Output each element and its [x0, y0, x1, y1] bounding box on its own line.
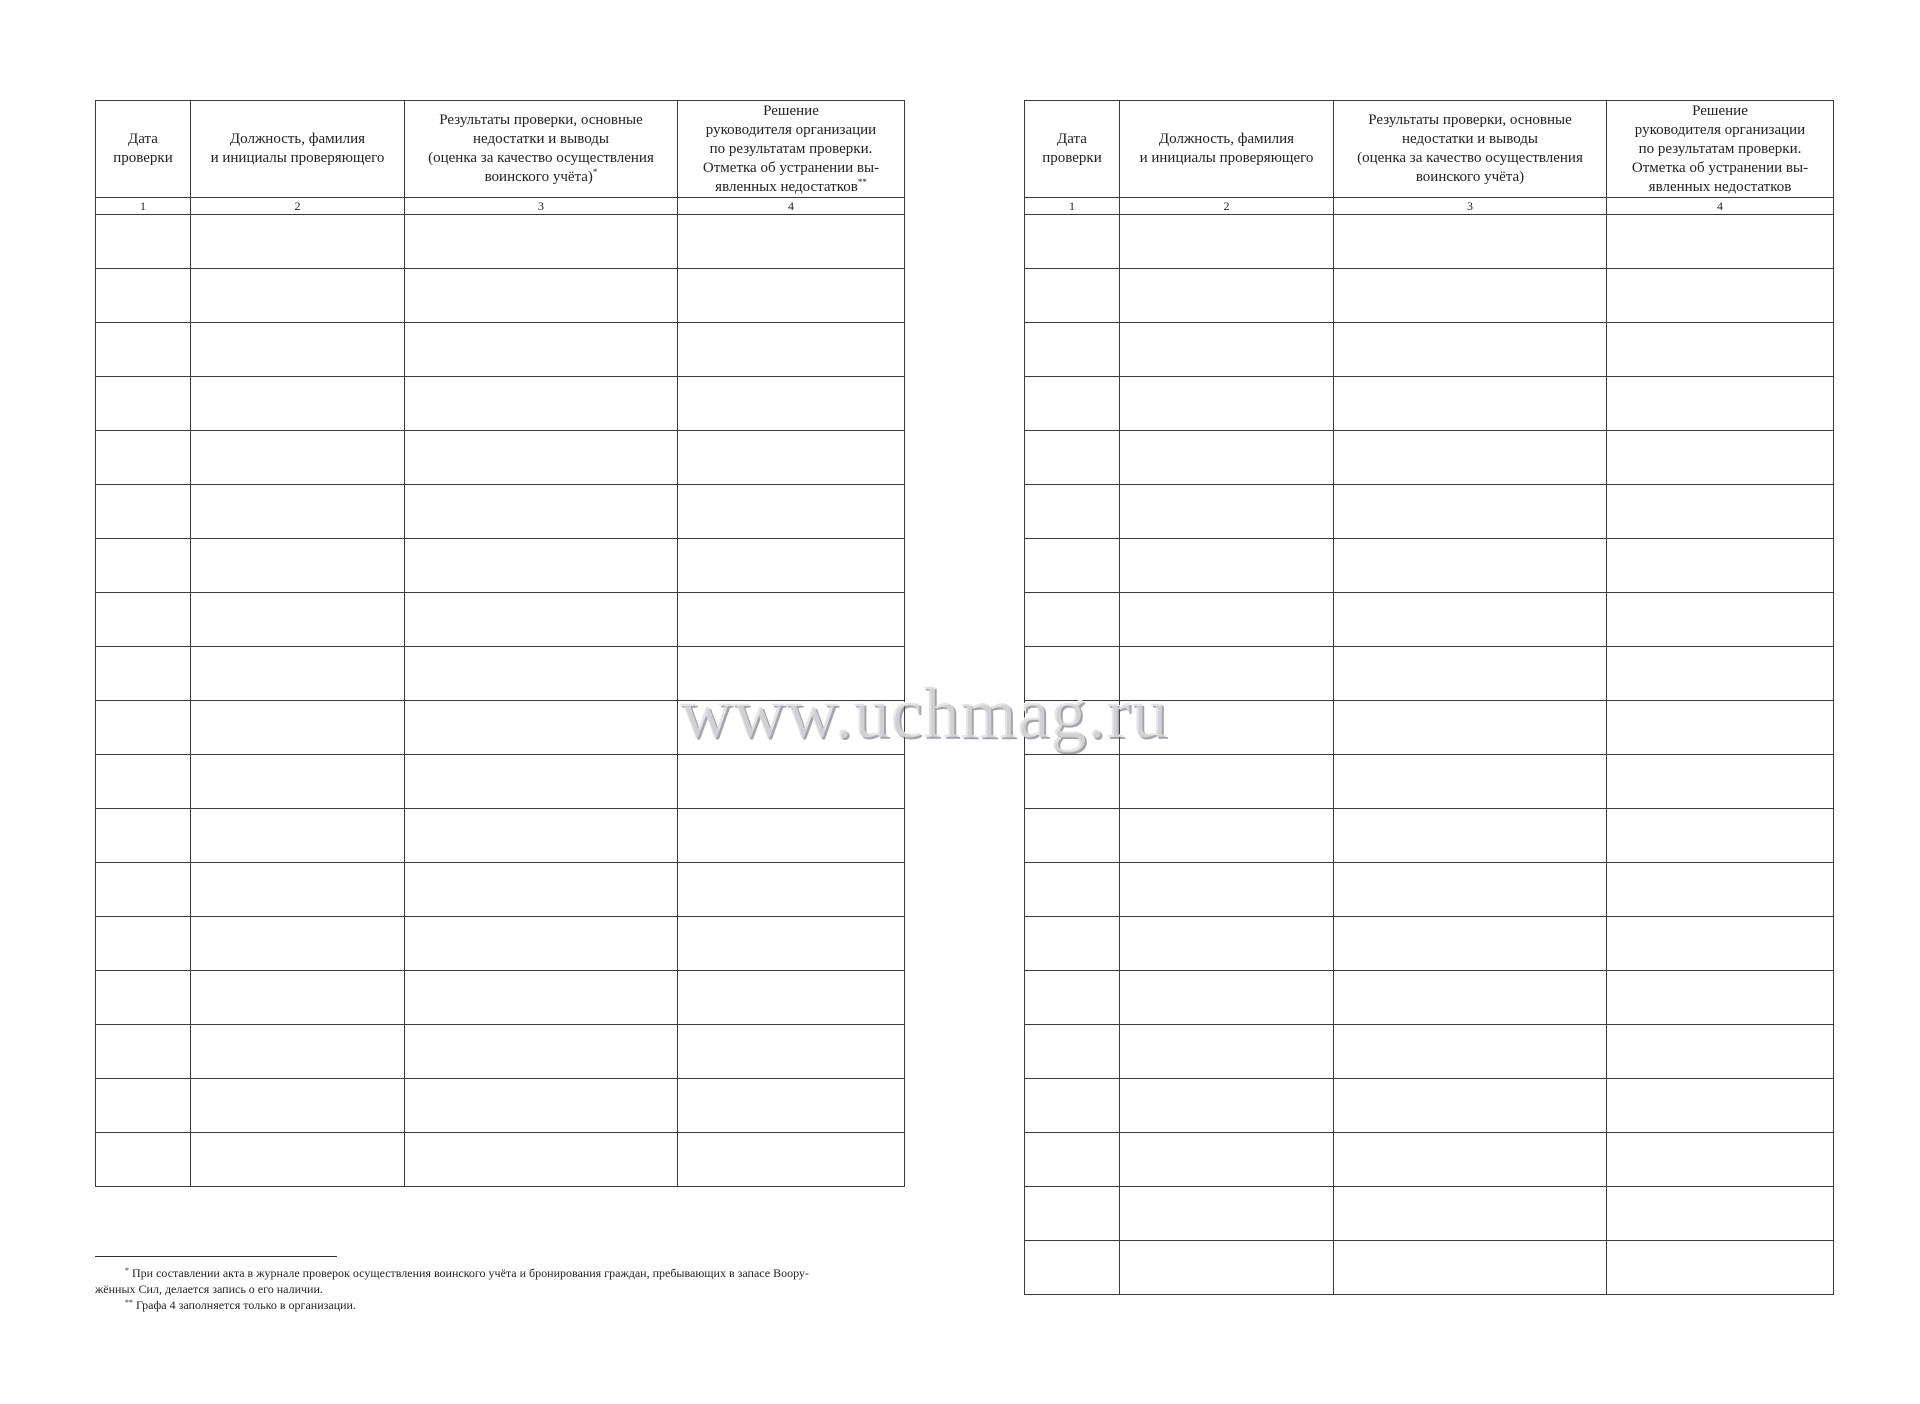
empty-cell[interactable]	[1334, 863, 1607, 917]
empty-cell[interactable]	[96, 269, 191, 323]
table-row	[96, 485, 905, 539]
empty-cell[interactable]	[191, 647, 405, 701]
empty-cell[interactable]	[1120, 1025, 1334, 1079]
empty-cell[interactable]	[191, 377, 405, 431]
inspection-journal-table-left	[95, 100, 905, 1187]
empty-cell[interactable]	[191, 809, 405, 863]
empty-cell[interactable]	[1334, 647, 1607, 701]
empty-cell[interactable]	[1607, 971, 1834, 1025]
empty-cell[interactable]	[1120, 323, 1334, 377]
empty-cell[interactable]	[678, 863, 905, 917]
table-row	[96, 863, 905, 917]
empty-cell[interactable]	[191, 485, 405, 539]
empty-cell[interactable]	[1607, 539, 1834, 593]
table-row	[96, 917, 905, 971]
empty-cell[interactable]	[191, 593, 405, 647]
table-row	[96, 269, 905, 323]
empty-cell[interactable]	[678, 1079, 905, 1133]
empty-cell[interactable]	[1607, 1241, 1834, 1295]
empty-cell[interactable]	[1334, 1079, 1607, 1133]
footnote-1: * При составлении акта в журнале проверок осуществления воинского учёта и бронирования граждан, пребывающих в запасе Воору-	[125, 1266, 809, 1280]
footnote-mark: *	[592, 167, 598, 177]
col-results-header: Результаты проверки, основные недостатки и выводы (оценка за качество осуществления воинского учёта)	[1334, 101, 1607, 198]
empty-cell[interactable]	[405, 701, 678, 755]
table-row	[1025, 1025, 1834, 1079]
empty-cell[interactable]	[1120, 971, 1334, 1025]
table-row	[1025, 1187, 1834, 1241]
empty-cell[interactable]	[96, 593, 191, 647]
empty-cell[interactable]	[96, 485, 191, 539]
footnote-mark: **	[857, 176, 867, 187]
empty-cell[interactable]	[1607, 647, 1834, 701]
empty-cell[interactable]	[1120, 377, 1334, 431]
table-row	[1025, 431, 1834, 485]
column-number: 2	[191, 198, 405, 215]
empty-cell[interactable]	[1334, 971, 1607, 1025]
empty-cell[interactable]	[1607, 1133, 1834, 1187]
empty-cell[interactable]	[1607, 809, 1834, 863]
empty-cell[interactable]	[96, 1133, 191, 1187]
empty-cell[interactable]	[96, 647, 191, 701]
footnote-divider	[95, 1256, 337, 1257]
table-row	[1025, 917, 1834, 971]
empty-cell[interactable]	[1025, 755, 1120, 809]
empty-cell[interactable]	[678, 971, 905, 1025]
empty-cell[interactable]	[1025, 377, 1120, 431]
left-page	[95, 100, 905, 1187]
empty-cell[interactable]	[678, 809, 905, 863]
empty-cell[interactable]	[678, 1133, 905, 1187]
empty-cell[interactable]	[405, 431, 678, 485]
table-row	[96, 431, 905, 485]
empty-cell[interactable]	[1334, 917, 1607, 971]
col-results-header: Результаты проверки, основные недостатки и выводы (оценка за качество осуществления воинского учёта)*	[405, 101, 678, 198]
table-row	[1025, 269, 1834, 323]
empty-cell[interactable]	[1120, 1241, 1334, 1295]
table-row	[1025, 593, 1834, 647]
empty-cell[interactable]	[191, 1079, 405, 1133]
empty-cell[interactable]	[1607, 1187, 1834, 1241]
empty-cell[interactable]	[96, 809, 191, 863]
table-row	[1025, 485, 1834, 539]
empty-cell[interactable]	[1607, 755, 1834, 809]
empty-cell[interactable]	[405, 1079, 678, 1133]
empty-cell[interactable]	[191, 215, 405, 269]
empty-cell[interactable]	[1607, 431, 1834, 485]
footnotes	[95, 1265, 907, 1313]
empty-cell[interactable]	[96, 1025, 191, 1079]
col-date-header: Дата проверки	[1025, 101, 1120, 198]
empty-cell[interactable]	[1334, 377, 1607, 431]
empty-cell[interactable]	[96, 323, 191, 377]
empty-cell[interactable]	[1334, 485, 1607, 539]
empty-cell[interactable]	[405, 755, 678, 809]
table-row	[1025, 701, 1834, 755]
empty-cell[interactable]	[1120, 863, 1334, 917]
table-row	[96, 215, 905, 269]
empty-cell[interactable]	[191, 701, 405, 755]
table-row	[1025, 1241, 1834, 1295]
table-row	[96, 971, 905, 1025]
empty-cell[interactable]	[1025, 1025, 1120, 1079]
empty-cell[interactable]	[1025, 701, 1120, 755]
empty-cell[interactable]	[191, 539, 405, 593]
watermark: www.uchmag.ru	[680, 673, 1169, 753]
empty-cell[interactable]	[405, 971, 678, 1025]
empty-cell[interactable]	[1120, 755, 1334, 809]
empty-cell[interactable]	[1607, 269, 1834, 323]
empty-cell[interactable]	[1025, 485, 1120, 539]
table-row	[96, 539, 905, 593]
table-row	[96, 701, 905, 755]
table-row	[1025, 971, 1834, 1025]
empty-cell[interactable]	[1120, 539, 1334, 593]
column-number: 1	[1025, 198, 1120, 215]
empty-cell[interactable]	[1025, 431, 1120, 485]
col-decision-header: Решение руководителя организации по результатам проверки. Отметка об устранении вы- явленных недостатков**	[678, 101, 905, 198]
empty-cell[interactable]	[405, 215, 678, 269]
empty-cell[interactable]	[1607, 1079, 1834, 1133]
empty-cell[interactable]	[96, 701, 191, 755]
empty-cell[interactable]	[1025, 593, 1120, 647]
right-page	[1024, 100, 1834, 1295]
table-row	[1025, 323, 1834, 377]
empty-cell[interactable]	[678, 539, 905, 593]
empty-cell[interactable]	[191, 269, 405, 323]
empty-cell[interactable]	[1607, 485, 1834, 539]
empty-cell[interactable]	[678, 701, 905, 755]
empty-cell[interactable]	[1334, 215, 1607, 269]
empty-cell[interactable]	[1120, 809, 1334, 863]
empty-cell[interactable]	[191, 971, 405, 1025]
col-date-header: Дата проверки	[96, 101, 191, 198]
table-row	[1025, 215, 1834, 269]
empty-cell[interactable]	[96, 971, 191, 1025]
empty-cell[interactable]	[1607, 701, 1834, 755]
table-row	[96, 1133, 905, 1187]
table-row	[96, 647, 905, 701]
table-row	[1025, 1133, 1834, 1187]
empty-cell[interactable]	[1607, 1025, 1834, 1079]
empty-cell[interactable]	[1607, 323, 1834, 377]
empty-cell[interactable]	[1120, 431, 1334, 485]
empty-cell[interactable]	[1607, 377, 1834, 431]
empty-cell[interactable]	[1607, 593, 1834, 647]
table-row	[96, 593, 905, 647]
empty-cell[interactable]	[1120, 269, 1334, 323]
empty-cell[interactable]	[1120, 215, 1334, 269]
table-row	[1025, 1079, 1834, 1133]
column-number: 1	[96, 198, 191, 215]
empty-cell[interactable]	[1025, 971, 1120, 1025]
empty-cell[interactable]	[1334, 431, 1607, 485]
empty-cell[interactable]	[678, 485, 905, 539]
empty-cell[interactable]	[1334, 1187, 1607, 1241]
empty-cell[interactable]	[405, 323, 678, 377]
empty-cell[interactable]	[96, 917, 191, 971]
empty-cell[interactable]	[1025, 863, 1120, 917]
empty-cell[interactable]	[678, 1025, 905, 1079]
empty-cell[interactable]	[1120, 1133, 1334, 1187]
table-row	[96, 1079, 905, 1133]
table-row	[96, 809, 905, 863]
empty-cell[interactable]	[1334, 1025, 1607, 1079]
empty-cell[interactable]	[1334, 701, 1607, 755]
table-row	[96, 377, 905, 431]
empty-cell[interactable]	[1334, 593, 1607, 647]
table-row	[1025, 755, 1834, 809]
empty-cell[interactable]	[1334, 755, 1607, 809]
empty-cell[interactable]	[678, 269, 905, 323]
column-number: 3	[1334, 198, 1607, 215]
empty-cell[interactable]	[678, 323, 905, 377]
table-row	[1025, 647, 1834, 701]
empty-cell[interactable]	[191, 863, 405, 917]
empty-cell[interactable]	[1025, 809, 1120, 863]
inspection-journal-table-right	[1024, 100, 1834, 1295]
empty-cell[interactable]	[405, 377, 678, 431]
empty-cell[interactable]	[1607, 863, 1834, 917]
empty-cell[interactable]	[1120, 647, 1334, 701]
empty-cell[interactable]	[1025, 1187, 1120, 1241]
empty-cell[interactable]	[405, 269, 678, 323]
empty-cell[interactable]	[405, 1133, 678, 1187]
col-inspector-header: Должность, фамилия и инициалы проверяющего	[1120, 101, 1334, 198]
empty-cell[interactable]	[1334, 1133, 1607, 1187]
empty-cell[interactable]	[1334, 809, 1607, 863]
empty-cell[interactable]	[405, 863, 678, 917]
empty-cell[interactable]	[1607, 215, 1834, 269]
table-body	[1025, 215, 1834, 1295]
column-number-row	[1025, 198, 1834, 215]
empty-cell[interactable]	[96, 1079, 191, 1133]
empty-cell[interactable]	[405, 539, 678, 593]
empty-cell[interactable]	[678, 593, 905, 647]
empty-cell[interactable]	[405, 917, 678, 971]
empty-cell[interactable]	[1120, 593, 1334, 647]
empty-cell[interactable]	[405, 1025, 678, 1079]
empty-cell[interactable]	[1607, 917, 1834, 971]
empty-cell[interactable]	[1334, 539, 1607, 593]
empty-cell[interactable]	[96, 377, 191, 431]
empty-cell[interactable]	[1120, 1079, 1334, 1133]
empty-cell[interactable]	[191, 1133, 405, 1187]
column-number: 4	[1607, 198, 1834, 215]
table-row	[96, 1025, 905, 1079]
empty-cell[interactable]	[1025, 917, 1120, 971]
table-row	[1025, 377, 1834, 431]
empty-cell[interactable]	[1025, 647, 1120, 701]
empty-cell[interactable]	[1025, 1241, 1120, 1295]
footnote-1-continued: жённых Сил, делается запись о его наличии.	[95, 1282, 323, 1296]
empty-cell[interactable]	[405, 485, 678, 539]
empty-cell[interactable]	[1025, 1133, 1120, 1187]
empty-cell[interactable]	[405, 647, 678, 701]
empty-cell[interactable]	[1025, 323, 1120, 377]
empty-cell[interactable]	[678, 431, 905, 485]
empty-cell[interactable]	[1120, 917, 1334, 971]
table-row	[1025, 809, 1834, 863]
empty-cell[interactable]	[1334, 1241, 1607, 1295]
empty-cell[interactable]	[191, 1025, 405, 1079]
table-row	[96, 755, 905, 809]
header-row	[96, 101, 905, 198]
empty-cell[interactable]	[1120, 1187, 1334, 1241]
empty-cell[interactable]	[678, 917, 905, 971]
table-body	[96, 215, 905, 1187]
column-number-row	[96, 198, 905, 215]
table-row	[96, 323, 905, 377]
empty-cell[interactable]	[1025, 215, 1120, 269]
footnote-2: ** Графа 4 заполняется только в организации.	[125, 1298, 356, 1312]
empty-cell[interactable]	[678, 377, 905, 431]
empty-cell[interactable]	[96, 755, 191, 809]
empty-cell[interactable]	[1025, 269, 1120, 323]
empty-cell[interactable]	[678, 755, 905, 809]
empty-cell[interactable]	[1334, 323, 1607, 377]
empty-cell[interactable]	[1334, 269, 1607, 323]
col-inspector-header: Должность, фамилия и инициалы проверяющего	[191, 101, 405, 198]
col-decision-header: Решение руководителя организации по результатам проверки. Отметка об устранении вы- явленных недостатков	[1607, 101, 1834, 198]
table-row	[1025, 863, 1834, 917]
empty-cell[interactable]	[1120, 485, 1334, 539]
empty-cell[interactable]	[191, 755, 405, 809]
column-number: 3	[405, 198, 678, 215]
empty-cell[interactable]	[1025, 1079, 1120, 1133]
empty-cell[interactable]	[678, 647, 905, 701]
empty-cell[interactable]	[191, 323, 405, 377]
empty-cell[interactable]	[405, 809, 678, 863]
empty-cell[interactable]	[96, 215, 191, 269]
empty-cell[interactable]	[678, 215, 905, 269]
column-number: 2	[1120, 198, 1334, 215]
table-row	[1025, 539, 1834, 593]
empty-cell[interactable]	[405, 593, 678, 647]
empty-cell[interactable]	[191, 917, 405, 971]
header-row	[1025, 101, 1834, 198]
empty-cell[interactable]	[96, 539, 191, 593]
empty-cell[interactable]	[191, 431, 405, 485]
column-number: 4	[678, 198, 905, 215]
empty-cell[interactable]	[1025, 539, 1120, 593]
empty-cell[interactable]	[96, 863, 191, 917]
empty-cell[interactable]	[1120, 701, 1334, 755]
empty-cell[interactable]	[96, 431, 191, 485]
